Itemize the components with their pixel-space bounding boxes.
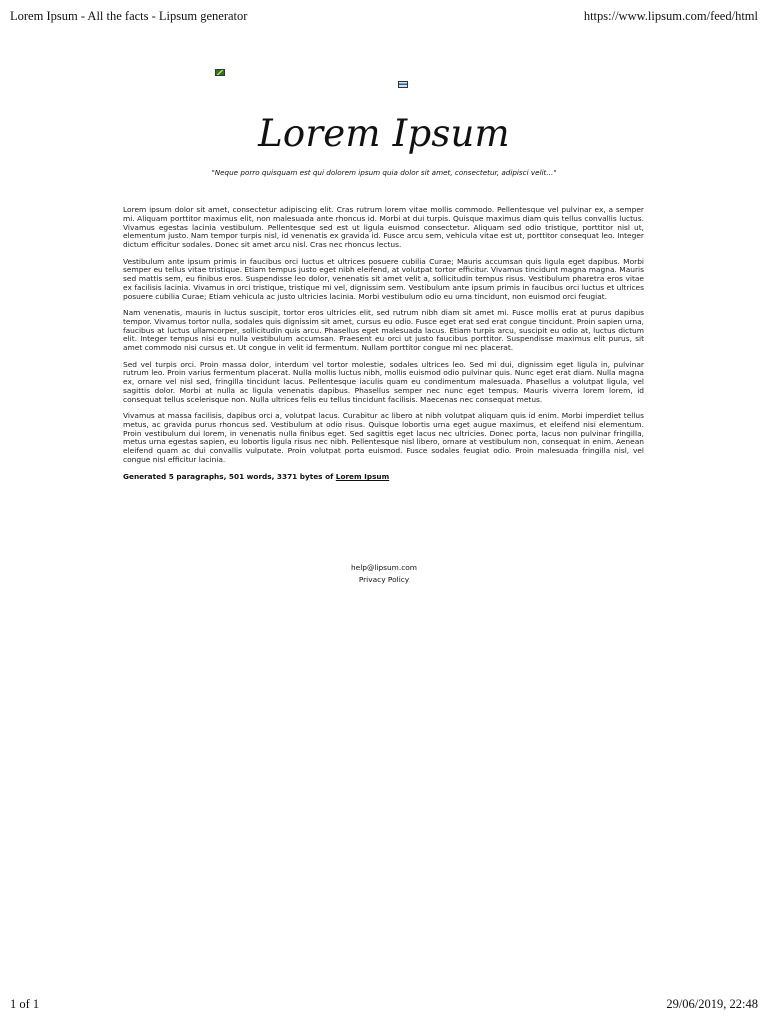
lorem-paragraph: Vestibulum ante ipsum primis in faucibus orci luctus et ultrices posuere cubilia Curae; Mauris accumsan quis ligula eget dapibus. Morbi semper eu tellus vitae tristique. Etiam tempus justo eget nibh eleifend, at volutpat tortor efficitur. Vivamus tincidunt magna magna. Mauris sed mattis sem, eu finibus eros. Suspendisse leo dolor, venenatis sit amet velit a, sollicitudin tempus risus. Vestibulum pharetra eros vitae ex facilisis lacinia. Vivamus in orci tristique, tristique mi vel, dignissim sem. Vestibulum ante ipsum primis in faucibus orci luctus et ultrices posuere cubilia Curae; Etiam vehicula ac justo ultricies lacinia. Morbi vestibulum odio eu urna tincidunt, non euismod orci feugiat.	[123, 256, 644, 301]
site-footer	[0, 562, 768, 586]
lorem-paragraph: Lorem ipsum dolor sit amet, consectetur adipiscing elit. Cras rutrum lorem vitae mollis commodo. Pellentesque vel pulvinar ex, a semper mi. Aliquam porttitor maximus elit, non malesuada ante rhoncus id. Morbi at dui turpis. Quisque maximus diam quis tellus convallis luctus. Vivamus egestas lacinia vestibulum. Pellentesque sed est ut ligula euismod consectetur. Aliquam sed odio tristique, porttitor nisl ut, elementum justo. Nam tempor turpis nisl, id venenatis ex gravida id. Fusce arcu sem, vehicula vitae est ut, porttitor consequat leo. Integer dictum efficitur sodales. Donec sit amet arcu nisl. Cras nec rhoncus lectus.	[123, 205, 644, 249]
print-header-title: Lorem Ipsum - All the facts - Lipsum generator	[10, 9, 248, 23]
print-footer-datetime: 29/06/2019, 22:48	[666, 997, 758, 1011]
page-quote: "Neque porro quisquam est qui dolorem ipsum quia dolor sit amet, consectetur, adipisci velit..."	[211, 168, 557, 177]
lorem-paragraph: Sed vel turpis orci. Proin massa dolor, interdum vel tortor molestie, sodales ultrices leo. Sed mi dui, dignissim eget ligula in, pulvinar rutrum leo. Proin varius fermentum placerat. Nulla mollis luctus nibh, mollis euismod odio pulvinar quis. Nunc eget erat diam. Nulla magna ex, ornare vel nisl sed, fringilla tincidunt lacus. Pellentesque iaculis quam eu condimentum malesuada. Phasellus a volutpat ligula, vel sagittis dolor. Morbi at nulla ac ligula venenatis dapibus. Phasellus semper nec nunc eget tempus. Mauris viverra lorem lorem, id consequat tellus scelerisque non. Nulla ultrices felis eu tellus tincidunt facilisis. Maecenas nec consequat metus.	[123, 359, 644, 404]
print-footer-page: 1 of 1	[10, 997, 40, 1011]
lorem-paragraph: Vivamus at massa facilisis, dapibus orci a, volutpat lacus. Curabitur ac libero at nibh volutpat aliquam quis id enim. Morbi imperdiet tellus metus, ac gravida purus rhoncus sed. Vestibulum at odio risus. Quisque lobortis urna eget augue maximus, et eleifend nisi elementum. Proin vestibulum dui lorem, in venenatis nulla finibus eget. Sed sagittis eget lacus nec ultricies. Donec porta, lacus non pulvinar fringilla, metus urna egestas sapien, eu lobortis ligula risus nec nibh. Pellentesque nisl libero, ornare at vestibulum non, consequat in enim. Aenean eleifend quam ac dui convallis vulputate. Proin volutpat porta euismod. Fusce sodales feugiat odio. Proin malesuada fringilla nisl, vel congue nisl efficitur lacinia.	[123, 411, 644, 464]
generated-text: Generated 5 paragraphs, 501 words, 3371 bytes of	[123, 472, 336, 482]
privacy-policy-link[interactable]: Privacy Policy	[358, 575, 410, 584]
flag-icon[interactable]	[215, 69, 225, 76]
lorem-ipsum-link[interactable]: Lorem Ipsum	[335, 472, 390, 482]
page-title: Lorem Ipsum	[258, 112, 510, 155]
generated-summary	[123, 472, 644, 481]
flag-icon[interactable]	[398, 81, 408, 88]
email-link[interactable]: help@lipsum.com	[350, 563, 418, 572]
lorem-content	[123, 206, 644, 481]
lorem-paragraph: Nam venenatis, mauris in luctus suscipit, tortor eros ultricies elit, sed rutrum nibh diam sit amet mi. Fusce mollis erat at purus dapibus tempor. Vivamus tortor nulla, sodales quis dignissim sit amet, cursus eu odio. Fusce eget erat sed erat congue tincidunt. Proin sapien urna, faucibus at luctus ullamcorper, sollicitudin quis arcu. Phasellus eget malesuada lacus. Etiam turpis arcu, suscipit eu odio at, luctus dictum elit. Integer tempus nisi eu nulla vestibulum accumsan. Praesent eu orci ut justo faucibus porttitor. Suspendisse maximus elit purus, sit amet commodo nisi cursus et. Ut congue in velit id fermentum. Nullam porttitor congue mi nec placerat.	[123, 308, 644, 353]
print-header-url: https://www.lipsum.com/feed/html	[583, 9, 758, 23]
